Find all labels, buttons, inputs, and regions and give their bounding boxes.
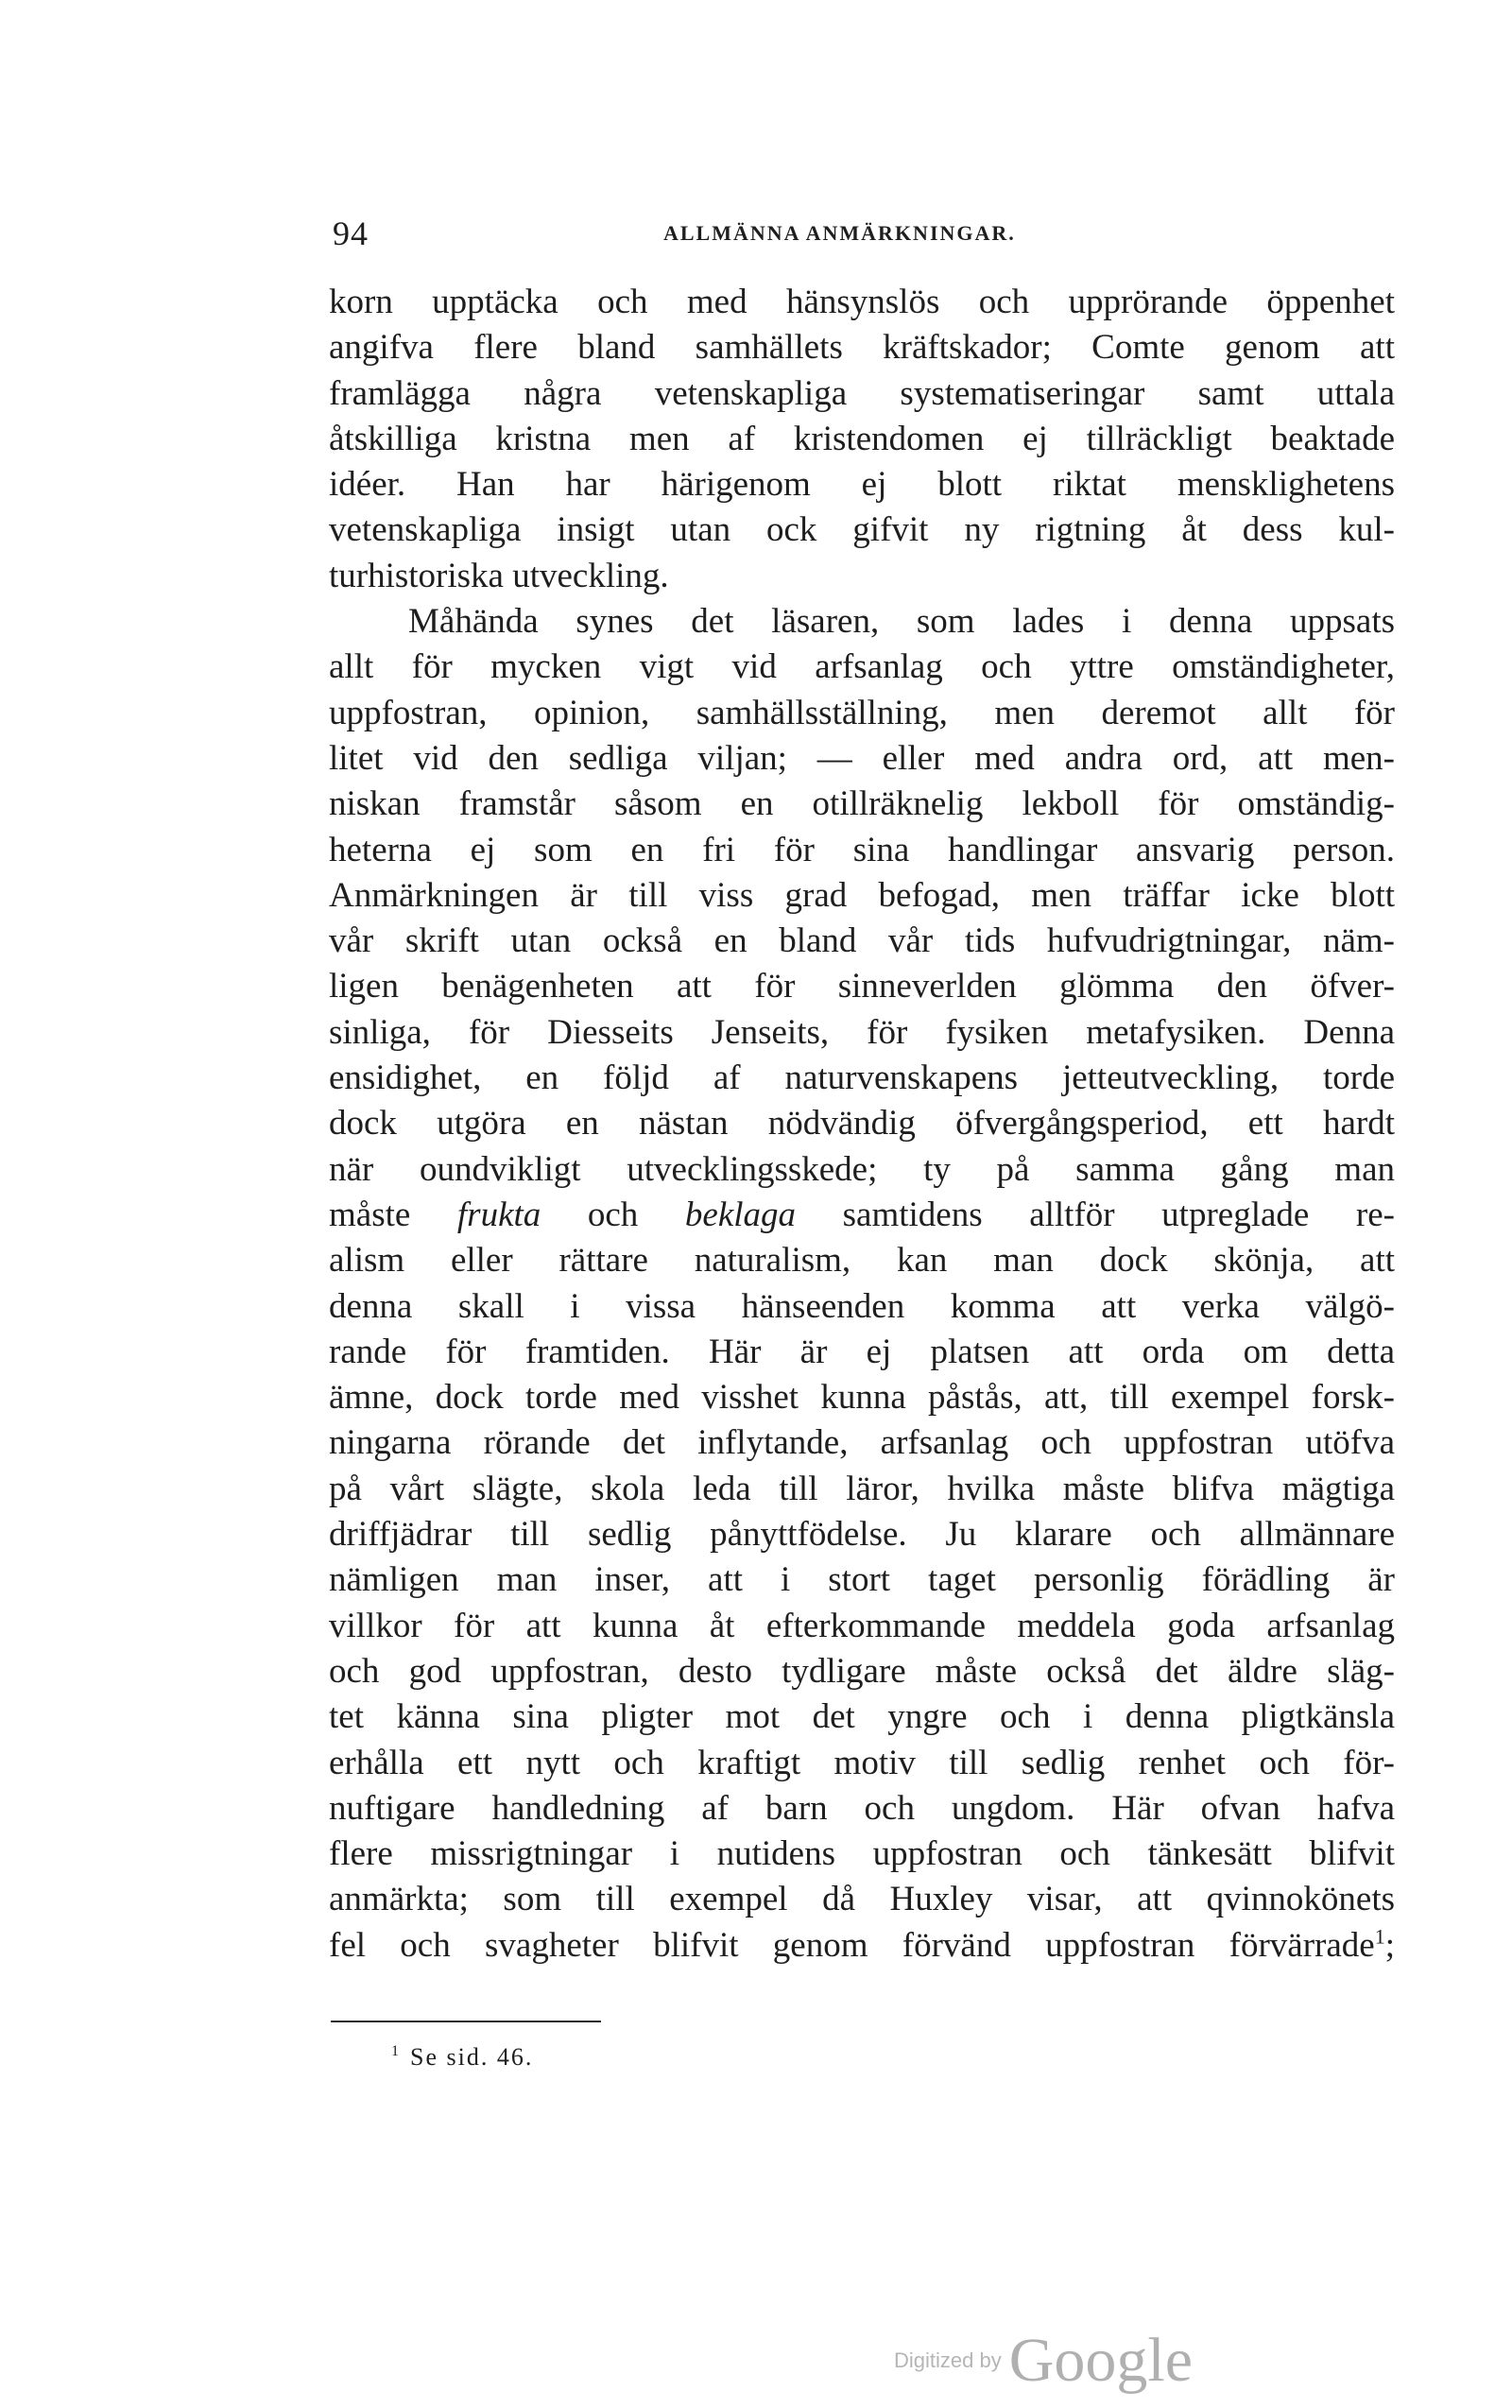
text-line: erhålla ett nytt och kraftigt motiv till sedlig renhet och för- [329, 1743, 1395, 1782]
text-line: sinliga, för Diesseits Jenseits, för fysiken metafysiken. Denna [329, 1012, 1395, 1052]
watermark-digitized-label: Digitized by [894, 2348, 1002, 2372]
text-line: turhistoriska utveckling. [329, 556, 669, 595]
footnote-reference[interactable]: 1 [1374, 1924, 1385, 1949]
text-line: litet vid den sedliga viljan; — eller med andra ord, att men- [329, 738, 1395, 778]
text-line: flere missrigtningar i nutidens uppfostran och tänkesätt blifvit [329, 1834, 1395, 1874]
page-number: 94 [333, 215, 369, 252]
text-line: vetenskapliga insigt utan ock gifvit ny rigtning åt dess kul- [329, 510, 1395, 550]
page-header [333, 214, 1395, 261]
text-run: och [541, 1195, 685, 1234]
text-line: tet känna sina pligter mot det yngre och i denna pligtkänsla [329, 1697, 1395, 1737]
text-line: idéer. Han har härigenom ej blott riktat mensklighetens [329, 465, 1395, 505]
body-text [329, 280, 1395, 1969]
text-line: dock utgöra en nästan nödvändig öfvergångsperiod, ett hardt [329, 1104, 1395, 1144]
text-line: nuftigare handledning af barn och ungdom. Här ofvan hafva [329, 1788, 1395, 1828]
text-line: vår skrift utan också en bland vår tids hufvudrigtningar, näm- [329, 921, 1395, 961]
text-line: uppfostran, opinion, samhällsställning, men deremot allt för [329, 693, 1395, 732]
text-line: denna skall i vissa hänseenden komma att verka välgö- [329, 1286, 1395, 1326]
digitized-watermark [894, 2325, 1193, 2397]
text-line: och god uppfostran, desto tydligare måste också det äldre släg- [329, 1651, 1395, 1691]
text-line: åtskilliga kristna men af kristendomen ej tillräckligt beaktade [329, 419, 1395, 458]
text-line: ensidighet, en följd af naturvenskapens jetteutveckling, torde [329, 1058, 1395, 1098]
text-line: när oundvikligt utvecklingsskede; ty på samma gång man [329, 1149, 1395, 1189]
text-line: allt för mycken vigt vid arfsanlag och yttre omständigheter, [329, 647, 1395, 687]
text-line: villkor för att kunna åt efterkommande meddela goda arfsanlag [329, 1606, 1395, 1645]
text-line: anmärkta; som till exempel då Huxley visar, att qvinnokönets [329, 1880, 1395, 1919]
footnote-text: Se sid. 46. [410, 2043, 534, 2071]
running-head: ALLMÄNNA ANMÄRKNINGAR. [663, 221, 1016, 245]
text-line-with-footnote-ref [329, 1923, 1395, 1969]
footnote [391, 2043, 533, 2072]
text-line: alism eller rättare naturalism, kan man dock skönja, att [329, 1241, 1395, 1281]
text-line: nämligen man inser, att i stort taget personlig förädling är [329, 1560, 1395, 1600]
text-run: fel och svagheter blifvit genom förvänd uppfostran förvärrade [329, 1925, 1375, 1965]
text-line: heterna ej som en fri för sina handlingar ansvarig person. [329, 830, 1395, 869]
paragraph-start-line: Måhända synes det läsaren, som lades i denna uppsats [408, 602, 1395, 642]
text-run: samtidens alltför utpreglade re- [796, 1195, 1395, 1234]
footnote-marker: 1 [391, 2043, 401, 2060]
text-line: Anmärkningen är till viss grad befogad, men träffar icke blott [329, 875, 1395, 915]
text-line: rande för framtiden. Här är ej platsen att orda om detta [329, 1332, 1395, 1371]
italic-word-beklaga: beklaga [684, 1195, 797, 1234]
text-line: ämne, dock torde med visshet kunna påstås, att, till exempel forsk- [329, 1378, 1395, 1418]
text-line: ningarna rörande det inflytande, arfsanlag och uppfostran utöfva [329, 1423, 1395, 1463]
text-line: korn upptäcka och med hänsynslös och upprörande öppenhet [329, 283, 1395, 321]
text-line: på vårt slägte, skola leda till läror, hvilka måste blifva mägtiga [329, 1469, 1395, 1508]
text-line-with-italics [329, 1193, 1395, 1238]
google-logo: Google [1008, 2326, 1194, 2395]
text-run: ; [1384, 1925, 1395, 1965]
italic-word-frukta: frukta [456, 1195, 541, 1234]
text-line: framlägga några vetenskapliga systematiseringar samt uttala [329, 373, 1395, 413]
text-line: ligen benägenheten att för sinneverlden glömma den öfver- [329, 967, 1395, 1006]
text-line: niskan framstår såsom en otillräknelig lekboll för omständig- [329, 784, 1395, 824]
text-line: driffjädrar till sedlig pånyttfödelse. Ju klarare och allmännare [329, 1515, 1395, 1555]
footnote-divider [331, 2021, 601, 2022]
text-run: måste [329, 1195, 457, 1234]
text-line: angifva flere bland samhällets kräftskador; Comte genom att [329, 328, 1395, 368]
